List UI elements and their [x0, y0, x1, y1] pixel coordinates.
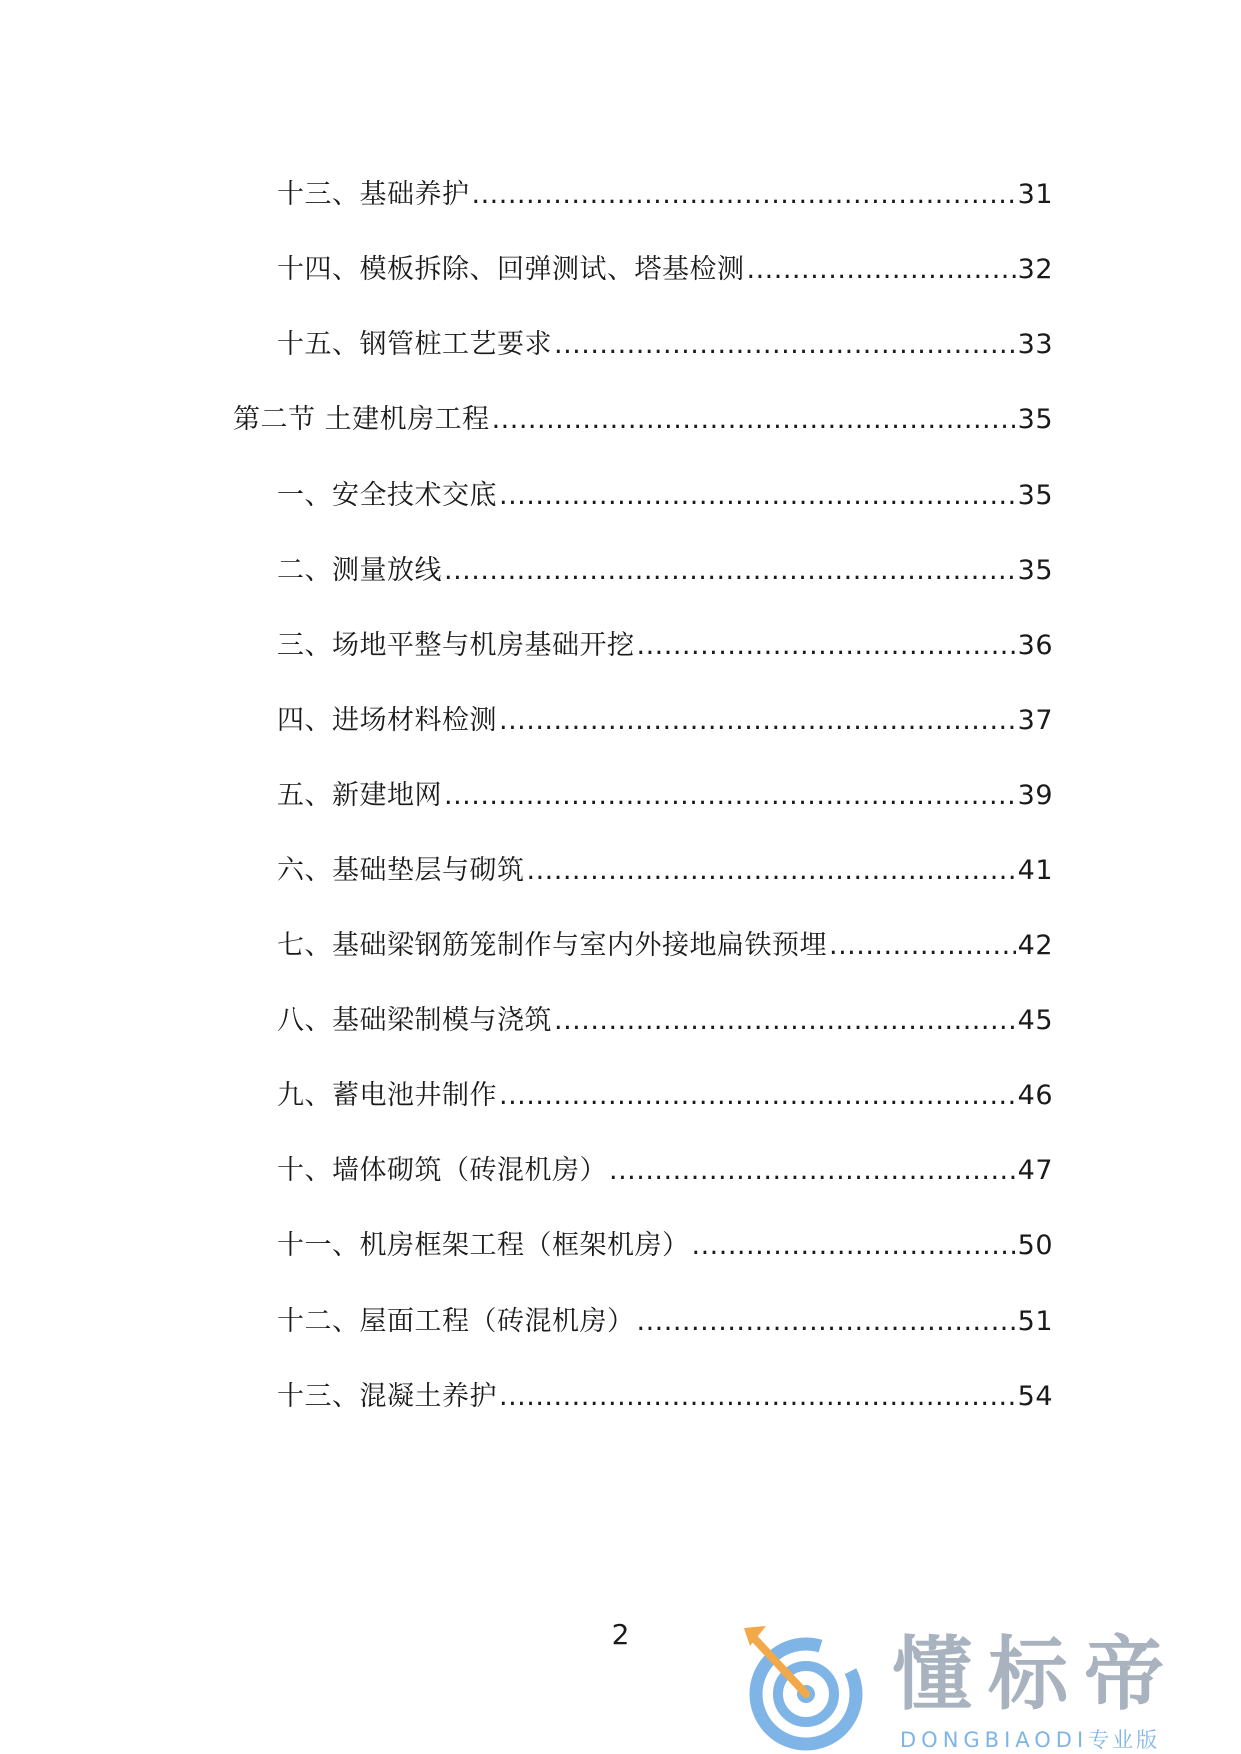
- toc-dot-leader: [554, 325, 1016, 365]
- toc-entry-title: 十三、混凝土养护: [277, 1381, 497, 1412]
- toc-entry-title: 一、安全技术交底: [277, 480, 497, 511]
- toc-entry-title: 十五、钢管桩工艺要求: [277, 329, 552, 360]
- toc-dot-leader: [499, 701, 1016, 741]
- toc-entry[interactable]: [277, 325, 1053, 365]
- toc-dot-leader: [609, 1151, 1016, 1191]
- toc-entry-page: 35: [1017, 480, 1053, 511]
- page-number: 2: [611, 1618, 630, 1651]
- toc-entry[interactable]: [277, 1151, 1053, 1191]
- toc-entry-title: 九、蓄电池井制作: [277, 1080, 497, 1111]
- toc-dot-leader: [492, 400, 1016, 440]
- toc-dot-leader: [637, 1302, 1016, 1342]
- toc-section-entry[interactable]: [233, 400, 1053, 440]
- toc-entry-title: 六、基础垫层与砌筑: [277, 855, 525, 886]
- toc-entry-title: 十一、机房框架工程（框架机房）: [277, 1230, 690, 1261]
- toc-entry-page: 33: [1017, 329, 1053, 360]
- toc-entry[interactable]: [277, 1226, 1053, 1266]
- toc-entry-page: 39: [1017, 780, 1053, 811]
- toc-entry[interactable]: [277, 175, 1053, 215]
- toc-dot-leader: [747, 250, 1016, 290]
- toc-entry[interactable]: [277, 1377, 1053, 1417]
- toc-entry-title: 二、测量放线: [277, 555, 442, 586]
- toc-entry-page: 54: [1017, 1381, 1053, 1412]
- toc-entry[interactable]: [277, 551, 1053, 591]
- toc-entry-title: 三、场地平整与机房基础开挖: [277, 630, 635, 661]
- toc-dot-leader: [692, 1226, 1016, 1266]
- toc-entry-title: 十二、屋面工程（砖混机房）: [277, 1306, 635, 1337]
- toc-dot-leader: [554, 1001, 1016, 1041]
- toc-dot-leader: [499, 476, 1016, 516]
- toc-entry-title: 十三、基础养护: [277, 179, 470, 210]
- toc-entry-page: 42: [1017, 930, 1053, 961]
- toc-entry-page: 46: [1017, 1080, 1053, 1111]
- toc-dot-leader: [472, 175, 1016, 215]
- toc-entry-title: 十四、模板拆除、回弹测试、塔基检测: [277, 254, 745, 285]
- toc-entry-page: 36: [1017, 630, 1053, 661]
- target-arrow-logo-icon: [742, 1622, 864, 1752]
- toc-entry[interactable]: [277, 1302, 1053, 1342]
- toc-entry[interactable]: [277, 1076, 1053, 1116]
- toc-entry-title: 八、基础梁制模与浇筑: [277, 1005, 552, 1036]
- toc-dot-leader: [499, 1377, 1016, 1417]
- toc-dot-leader: [499, 1076, 1016, 1116]
- toc-dot-leader: [637, 626, 1016, 666]
- toc-entry[interactable]: [277, 1001, 1053, 1041]
- toc-entry-page: 50: [1017, 1230, 1053, 1261]
- toc-entry[interactable]: [277, 926, 1053, 966]
- toc-dot-leader: [829, 926, 1016, 966]
- toc-entry-title: 四、进场材料检测: [277, 705, 497, 736]
- toc-entry-title: 十、墙体砌筑（砖混机房）: [277, 1155, 607, 1186]
- toc-entry-page: 35: [1017, 555, 1053, 586]
- toc-entry-page: 32: [1017, 254, 1053, 285]
- toc-entry-title: 五、新建地网: [277, 780, 442, 811]
- toc-entry-page: 51: [1017, 1306, 1053, 1337]
- toc-entry[interactable]: [277, 476, 1053, 516]
- toc-entry[interactable]: [277, 250, 1053, 290]
- toc-entry-page: 45: [1017, 1005, 1053, 1036]
- toc-entry[interactable]: [277, 776, 1053, 816]
- watermark-subtitle: [900, 1724, 1160, 1754]
- watermark-badge: 专业版: [1088, 1728, 1161, 1752]
- toc-entry-title: 第二节 土建机房工程: [233, 404, 490, 435]
- toc-entry-page: 37: [1017, 705, 1053, 736]
- toc-entry-title: 七、基础梁钢筋笼制作与室内外接地扁铁预埋: [277, 930, 827, 961]
- toc-entry-page: 31: [1017, 179, 1053, 210]
- watermark-brand: 懂标帝: [892, 1628, 1180, 1721]
- toc-entry[interactable]: [277, 851, 1053, 891]
- toc-entry-page: 35: [1017, 404, 1053, 435]
- watermark: [742, 1622, 1241, 1754]
- toc-dot-leader: [444, 551, 1016, 591]
- toc-dot-leader: [527, 851, 1016, 891]
- watermark-subtitle-text: DONGBIAODI: [900, 1728, 1089, 1752]
- toc-entry-page: 41: [1017, 855, 1053, 886]
- toc-entry[interactable]: [277, 701, 1053, 741]
- toc-entry-page: 47: [1017, 1155, 1053, 1186]
- toc-dot-leader: [444, 776, 1016, 816]
- toc-entry[interactable]: [277, 626, 1053, 666]
